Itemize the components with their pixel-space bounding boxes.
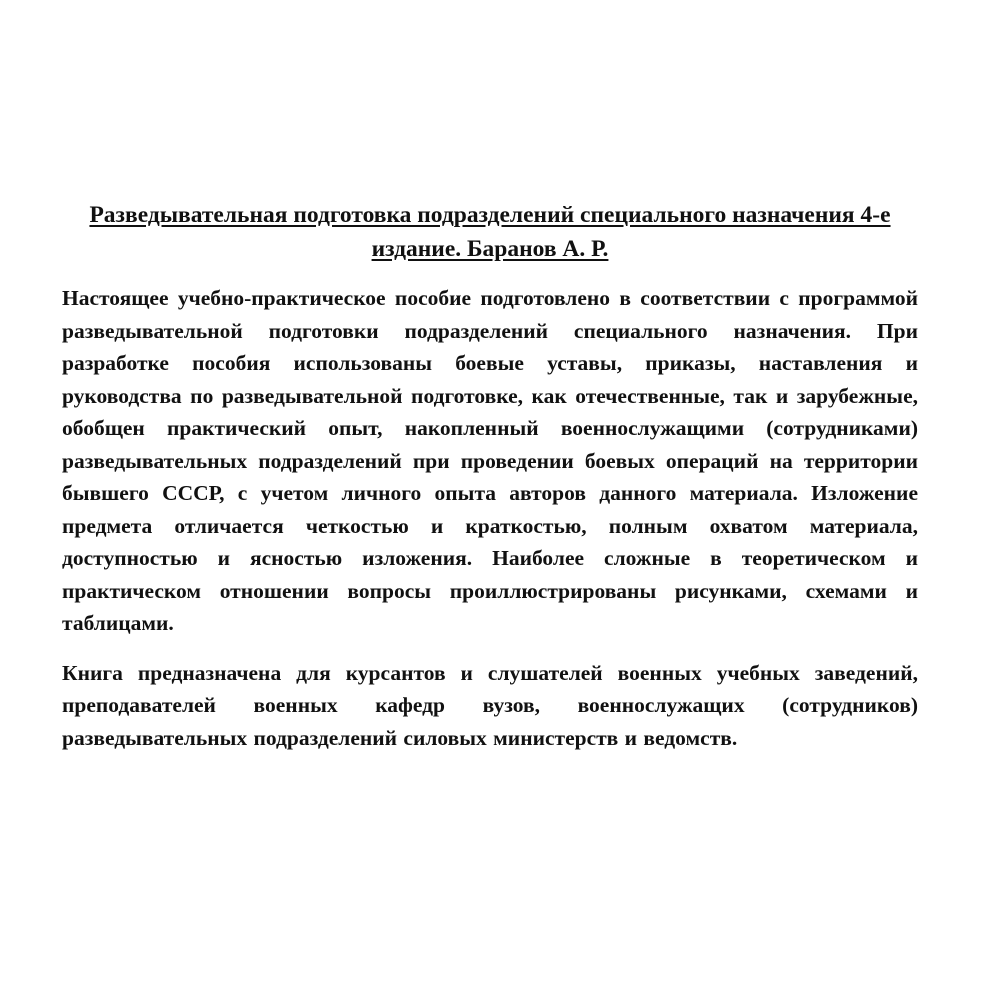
book-audience-paragraph: Книга предназначена для курсантов и слушателей военных учебных заведений, преподавателей военных кафедр вузов, военнослужащих (сотрудников) разведывательных подразделений силовых министерств и ведомств.: [62, 660, 918, 750]
document-content: [62, 198, 918, 771]
book-description-paragraph: Настоящее учебно-практическое пособие подготовлено в соответствии с программой разведывательной подготовки подразделений специального назначения. При разработке пособия использованы боевые уставы, приказы, наставления и руководства по разведывательной подготовке, как отечественные, так и зарубежные, обобщен практический опыт, накопленный военнослужащими (сотрудниками) разведывательных подразделений при проведении боевых операций на территории бывшего СССР, с учетом личного опыта авторов данного материала. Изложение предмета отличается четкостью и краткостью, полным охватом материала, доступностью и ясностью изложения. Наиболее сложные в теоретическом и практическом отношении вопросы проиллюстрированы рисунками, схемами и таблицами.: [62, 286, 918, 635]
book-title: Разведывательная подготовка подразделений специального назначения 4-е издание. Баранов А. Р.: [89, 202, 891, 262]
